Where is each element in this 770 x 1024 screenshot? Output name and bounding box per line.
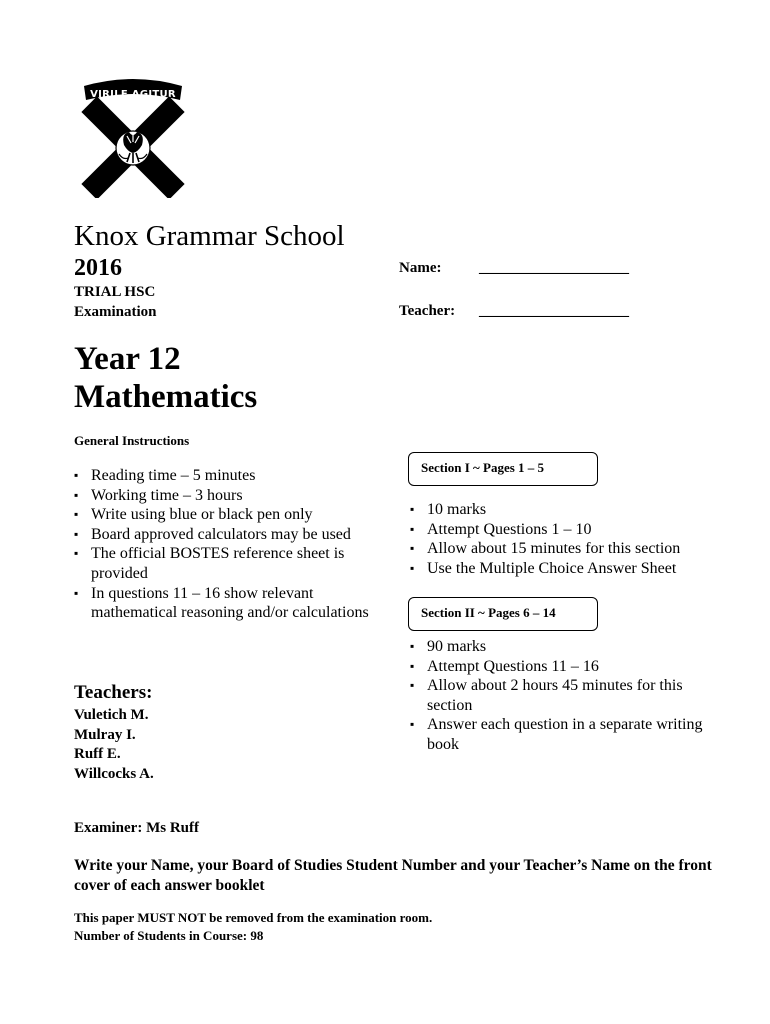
bullet-icon: ▪ — [410, 717, 415, 732]
teacher-field[interactable] — [399, 303, 629, 320]
name-label: Name: — [399, 260, 442, 276]
instruction-item: ▪ In questions 11 – 16 show relevant mathematical reasoning and/or calculations — [74, 584, 369, 622]
teachers-heading: Teachers: — [74, 682, 153, 703]
instruction-item: ▪ Board approved calculators may be used — [74, 525, 351, 543]
section-1-item: ▪ 10 marks — [410, 501, 487, 518]
bullet-icon: ▪ — [74, 546, 79, 561]
school-crest-logo — [78, 76, 188, 198]
section-1-item: ▪ Use the Multiple Choice Answer Sheet — [410, 559, 677, 577]
section-2-title: Section II ~ Pages 6 – 14 — [421, 605, 556, 620]
instruction-item: ▪ Write using blue or black pen only — [74, 506, 313, 524]
subject-year: Year 12 — [74, 341, 181, 377]
section-1-list — [410, 500, 740, 578]
teacher-name: Mulray I. — [74, 726, 136, 743]
exam-year: 2016 — [74, 255, 122, 281]
examiner-line: Examiner: Ms Ruff — [74, 820, 199, 836]
section-2-list — [410, 637, 730, 755]
bullet-icon: ▪ — [410, 658, 415, 673]
instruction-item: ▪ Reading time – 5 minutes — [74, 467, 256, 484]
bullet-icon: ▪ — [410, 541, 415, 556]
bullet-icon: ▪ — [74, 507, 79, 522]
name-field[interactable] — [399, 260, 629, 277]
subject-title: Mathematics — [74, 379, 258, 415]
name-blank-line[interactable]: ____________________ — [479, 260, 629, 276]
instruction-item: ▪ Working time – 3 hours — [74, 486, 243, 504]
teacher-name: Ruff E. — [74, 746, 121, 762]
section-1-title: Section I ~ Pages 1 – 5 — [421, 460, 545, 475]
teachers-list — [74, 706, 154, 784]
bullet-icon: ▪ — [74, 526, 79, 541]
instruction-item: ▪ The official BOSTES reference sheet is provided — [74, 545, 345, 582]
bullet-icon: ▪ — [74, 487, 79, 502]
bullet-icon: ▪ — [410, 560, 415, 575]
bullet-icon: ▪ — [410, 521, 415, 536]
bullet-icon: ▪ — [410, 639, 415, 653]
bullet-icon: ▪ — [410, 678, 415, 693]
section-2-item: ▪ Attempt Questions 11 – 16 — [410, 657, 599, 675]
write-instruction: Write your Name, your Board of Studies Student Number and your Teacher’s Name on the front cover of each answer booklet — [74, 857, 712, 894]
teacher-name: Willcocks A. — [74, 765, 154, 782]
section-1-item: ▪ Allow about 15 minutes for this section — [410, 540, 681, 558]
section-1-item: ▪ Attempt Questions 1 – 10 — [410, 520, 592, 538]
exam-type-line-1: TRIAL HSC — [74, 284, 156, 300]
bullet-icon: ▪ — [74, 585, 79, 600]
teacher-blank-line[interactable]: ____________________ — [479, 303, 629, 319]
removal-notice: This paper MUST NOT be removed from the examination room. — [74, 910, 433, 925]
crest-motto: VIRILE AGITUR — [90, 89, 176, 100]
section-2-item: ▪ Allow about 2 hours 45 minutes for this section — [410, 677, 683, 714]
section-2-item: ▪ 90 marks — [410, 638, 487, 655]
bullet-icon: ▪ — [74, 468, 79, 482]
general-instructions-list — [74, 466, 384, 623]
general-instructions-heading: General Instructions — [74, 433, 190, 448]
school-name: Knox Grammar School — [74, 220, 345, 252]
teacher-label: Teacher: — [399, 303, 456, 319]
student-count: Number of Students in Course: 98 — [74, 928, 264, 943]
section-2-title-box — [408, 597, 598, 631]
section-1-title-box — [408, 452, 598, 486]
teacher-name: Vuletich M. — [74, 707, 149, 723]
section-2-item: ▪ Answer each question in a separate writing book — [410, 716, 703, 753]
bullet-icon: ▪ — [410, 502, 415, 516]
exam-type-line-2: Examination — [74, 304, 157, 320]
